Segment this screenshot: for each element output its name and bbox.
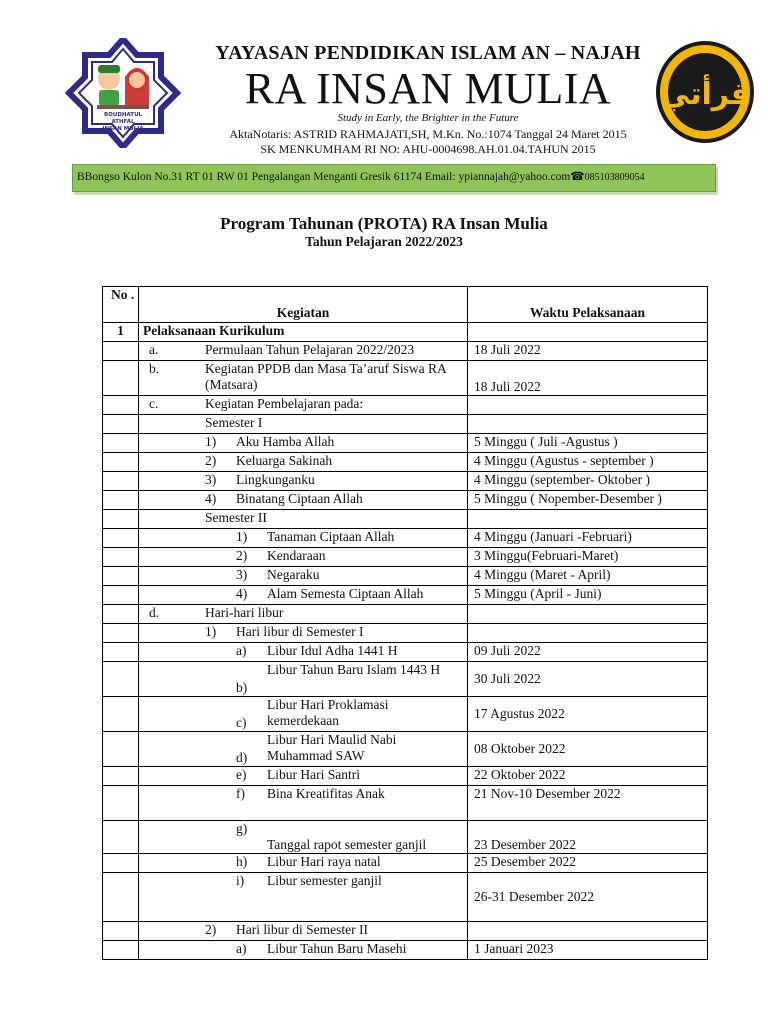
table-row (103, 586, 708, 605)
item-text: Hari libur di Semester I (236, 624, 364, 639)
item-label: g) (236, 821, 248, 836)
item-label: 4) (236, 586, 248, 601)
kegiatan-cell (139, 548, 468, 567)
row-number (103, 415, 139, 434)
kegiatan-cell (139, 922, 468, 941)
waktu-cell: 21 Nov-10 Desember 2022 (468, 786, 708, 821)
item-label: 2) (236, 548, 248, 563)
table-row (103, 854, 708, 873)
address-bar (72, 164, 716, 192)
row-number (103, 510, 139, 529)
row-number (103, 767, 139, 786)
table-row (103, 605, 708, 624)
table-row (103, 491, 708, 510)
waktu-cell: 09 Juli 2022 (468, 643, 708, 662)
kegiatan-cell (139, 491, 468, 510)
waktu-cell: 23 Desember 2022 (468, 821, 708, 854)
item-label: 3) (205, 472, 217, 487)
item-label: 2) (205, 922, 217, 937)
item-label: 4) (205, 491, 217, 506)
row-number (103, 662, 139, 697)
table-row (103, 821, 708, 854)
row-number (103, 453, 139, 472)
item-text: Binatang Ciptaan Allah (236, 491, 363, 506)
row-number (103, 786, 139, 821)
item-text: Kegiatan Pembelajaran pada: (205, 396, 364, 411)
kegiatan-cell (139, 643, 468, 662)
kegiatan-cell (139, 529, 468, 548)
row-number (103, 434, 139, 453)
row-number (103, 624, 139, 643)
table-row (103, 624, 708, 643)
kegiatan-cell (139, 821, 468, 854)
school-name: RA INSAN MULIA (244, 64, 612, 113)
row-number (103, 586, 139, 605)
kegiatan-cell (139, 873, 468, 922)
row-number (103, 342, 139, 361)
waktu-cell: 4 Minggu (september- Oktober ) (468, 472, 708, 491)
waktu-cell: 4 Minggu (Maret - April) (468, 567, 708, 586)
item-label: h) (236, 854, 248, 869)
waktu-cell: 08 Oktober 2022 (468, 732, 708, 767)
table-row (103, 472, 708, 491)
waktu-cell: 22 Oktober 2022 (468, 767, 708, 786)
row-number (103, 732, 139, 767)
waktu-cell: 5 Minggu ( Nopember-Desember ) (468, 491, 708, 510)
foundation-name: YAYASAN PENDIDIKAN ISLAM AN – NAJAH (215, 42, 641, 64)
table-header-row (103, 287, 708, 323)
kegiatan-cell (139, 472, 468, 491)
qiroati-calligraphy: قرأتي (659, 77, 751, 112)
table-row (103, 342, 708, 361)
table-row (103, 453, 708, 472)
waktu-cell (468, 922, 708, 941)
item-text: Libur Hari raya natal (267, 854, 381, 869)
ra-insan-mulia-logo (56, 38, 190, 148)
item-label: a. (149, 342, 159, 357)
item-label: d. (149, 605, 160, 620)
item-text: Kendaraan (267, 548, 326, 563)
waktu-cell: 30 Juli 2022 (468, 662, 708, 697)
item-label: 2) (205, 453, 217, 468)
waktu-cell (468, 605, 708, 624)
waktu-cell: 18 Juli 2022 (468, 342, 708, 361)
item-text: Semester I (205, 415, 263, 430)
waktu-cell: 3 Minggu(Februari-Maret) (468, 548, 708, 567)
row-number (103, 472, 139, 491)
table-row (103, 396, 708, 415)
waktu-cell (468, 510, 708, 529)
row-number (103, 605, 139, 624)
header-kegiatan: Kegiatan (139, 287, 468, 323)
item-text: Kegiatan PPDB dan Masa Ta’aruf Siswa RA (Matsara) (205, 361, 447, 392)
kegiatan-cell (139, 586, 468, 605)
waktu-cell: 26-31 Desember 2022 (468, 873, 708, 922)
row-number (103, 873, 139, 922)
phone-icon: ☎ (570, 171, 585, 183)
table-row (103, 732, 708, 767)
waktu-cell: 25 Desember 2022 (468, 854, 708, 873)
item-text: Negaraku (267, 567, 320, 582)
item-text: Hari-hari libur (205, 605, 284, 620)
item-label: f) (236, 786, 245, 801)
kegiatan-cell (139, 854, 468, 873)
waktu-cell: 5 Minggu ( Juli -Agustus ) (468, 434, 708, 453)
row-number (103, 941, 139, 960)
table-row (103, 548, 708, 567)
waktu-cell: 5 Minggu (April - Juni) (468, 586, 708, 605)
kegiatan-cell (139, 434, 468, 453)
row-number (103, 529, 139, 548)
row-number (103, 643, 139, 662)
address-text: BBongso Kulon No.31 RT 01 RW 01 Pengalangan Menganti Gresik 61174 Email: ypiannajah@yahoo.com (77, 171, 571, 183)
document-subtitle: Tahun Pelajaran 2022/2023 (305, 234, 463, 249)
waktu-cell: 4 Minggu (Agustus - september ) (468, 453, 708, 472)
prota-table (102, 286, 708, 960)
item-text: Permulaan Tahun Pelajaran 2022/2023 (205, 342, 415, 357)
item-label: b) (236, 680, 248, 695)
kegiatan-cell (139, 567, 468, 586)
item-text: Libur Tahun Baru Masehi (267, 941, 407, 956)
waktu-cell (468, 396, 708, 415)
item-text: Lingkunganku (236, 472, 315, 487)
waktu-cell: 18 Juli 2022 (468, 361, 708, 396)
row-number (103, 491, 139, 510)
row-number (103, 697, 139, 732)
qiroati-logo (655, 40, 755, 144)
logo-caption (92, 112, 154, 133)
table-row (103, 529, 708, 548)
item-text: Libur Hari Santri (267, 767, 360, 782)
kegiatan-cell (139, 415, 468, 434)
row-number (103, 548, 139, 567)
table-row (103, 873, 708, 922)
item-label: 1) (205, 434, 217, 449)
row-number (103, 396, 139, 415)
kegiatan-cell (139, 941, 468, 960)
item-text: Alam Semesta Ciptaan Allah (267, 586, 424, 601)
item-label: a) (236, 643, 247, 658)
document-title: Program Tahunan (PROTA) RA Insan Mulia (220, 214, 548, 233)
table-row (103, 786, 708, 821)
table-row (103, 510, 708, 529)
kegiatan-cell (139, 396, 468, 415)
item-label: 1) (205, 624, 217, 639)
item-label: c) (236, 715, 247, 730)
item-text: Libur Hari Proklamasi kemerdekaan (267, 697, 389, 728)
table-row (103, 567, 708, 586)
item-text: Semester II (205, 510, 267, 525)
kegiatan-cell (139, 323, 468, 342)
item-text: Aku Hamba Allah (236, 434, 335, 449)
waktu-cell (468, 415, 708, 434)
table-row (103, 323, 708, 342)
item-text: Libur semester ganjil (267, 873, 382, 888)
waktu-cell: 1 Januari 2023 (468, 941, 708, 960)
table-row (103, 697, 708, 732)
item-label: 1) (236, 529, 248, 544)
table-row (103, 415, 708, 434)
item-label: a) (236, 941, 247, 956)
item-label: 3) (236, 567, 248, 582)
item-text: Libur Tahun Baru Islam 1443 H (267, 662, 441, 677)
kegiatan-cell (139, 361, 468, 396)
kegiatan-cell (139, 453, 468, 472)
item-text: Hari libur di Semester II (236, 922, 368, 937)
kegiatan-cell (139, 662, 468, 697)
table-row (103, 643, 708, 662)
item-label: i) (236, 873, 245, 888)
kegiatan-cell (139, 605, 468, 624)
sk-menkumham: SK MENKUMHAM RI NO: AHU-0004698.AH.01.04.TAHUN 2015 (260, 142, 596, 156)
row-number (103, 922, 139, 941)
logo-caption-line1: ROUDHATUL ATHFAL (103, 112, 143, 125)
item-label: b. (149, 361, 160, 376)
item-text: Tanaman Ciptaan Allah (267, 529, 395, 544)
item-text: Tanggal rapot semester ganjil (267, 837, 427, 852)
tagline: Study in Early, the Brighter in the Future (337, 112, 519, 124)
header-waktu: Waktu Pelaksanaan (468, 287, 708, 323)
waktu-cell (468, 624, 708, 643)
item-label: e) (236, 767, 247, 782)
item-label: d) (236, 750, 248, 765)
row-number (103, 821, 139, 854)
item-text: Bina Kreatifitas Anak (267, 786, 385, 801)
table-row (103, 662, 708, 697)
row-number (103, 567, 139, 586)
table-row (103, 767, 708, 786)
item-text: Libur Idul Adha 1441 H (267, 643, 398, 658)
kegiatan-cell (139, 767, 468, 786)
waktu-cell: 17 Agustus 2022 (468, 697, 708, 732)
waktu-cell: 4 Minggu (Januari -Februari) (468, 529, 708, 548)
item-text: Libur Hari Maulid Nabi Muhammad SAW (267, 732, 397, 763)
table-row (103, 941, 708, 960)
item-text: Keluarga Sakinah (236, 453, 333, 468)
table-row (103, 922, 708, 941)
kegiatan-cell (139, 510, 468, 529)
row-number (103, 361, 139, 396)
kegiatan-cell (139, 697, 468, 732)
row-number (103, 854, 139, 873)
kegiatan-cell (139, 624, 468, 643)
waktu-cell (468, 323, 708, 342)
kegiatan-cell (139, 786, 468, 821)
item-text: Pelaksanaan Kurikulum (143, 323, 285, 338)
item-label: c. (149, 396, 159, 411)
row-number: 1 (103, 323, 139, 342)
phone-number: 085103809054 (584, 172, 645, 183)
kegiatan-cell (139, 732, 468, 767)
kegiatan-cell (139, 342, 468, 361)
header-no: No . (103, 287, 139, 323)
akta-notaris: AktaNotaris: ASTRID RAHMAJATI,SH, M.Kn. No.:1074 Tanggal 24 Maret 2015 (229, 127, 627, 141)
table-row (103, 434, 708, 453)
logo-caption-line2: INSAN MULIA (102, 126, 144, 132)
table-row (103, 361, 708, 396)
